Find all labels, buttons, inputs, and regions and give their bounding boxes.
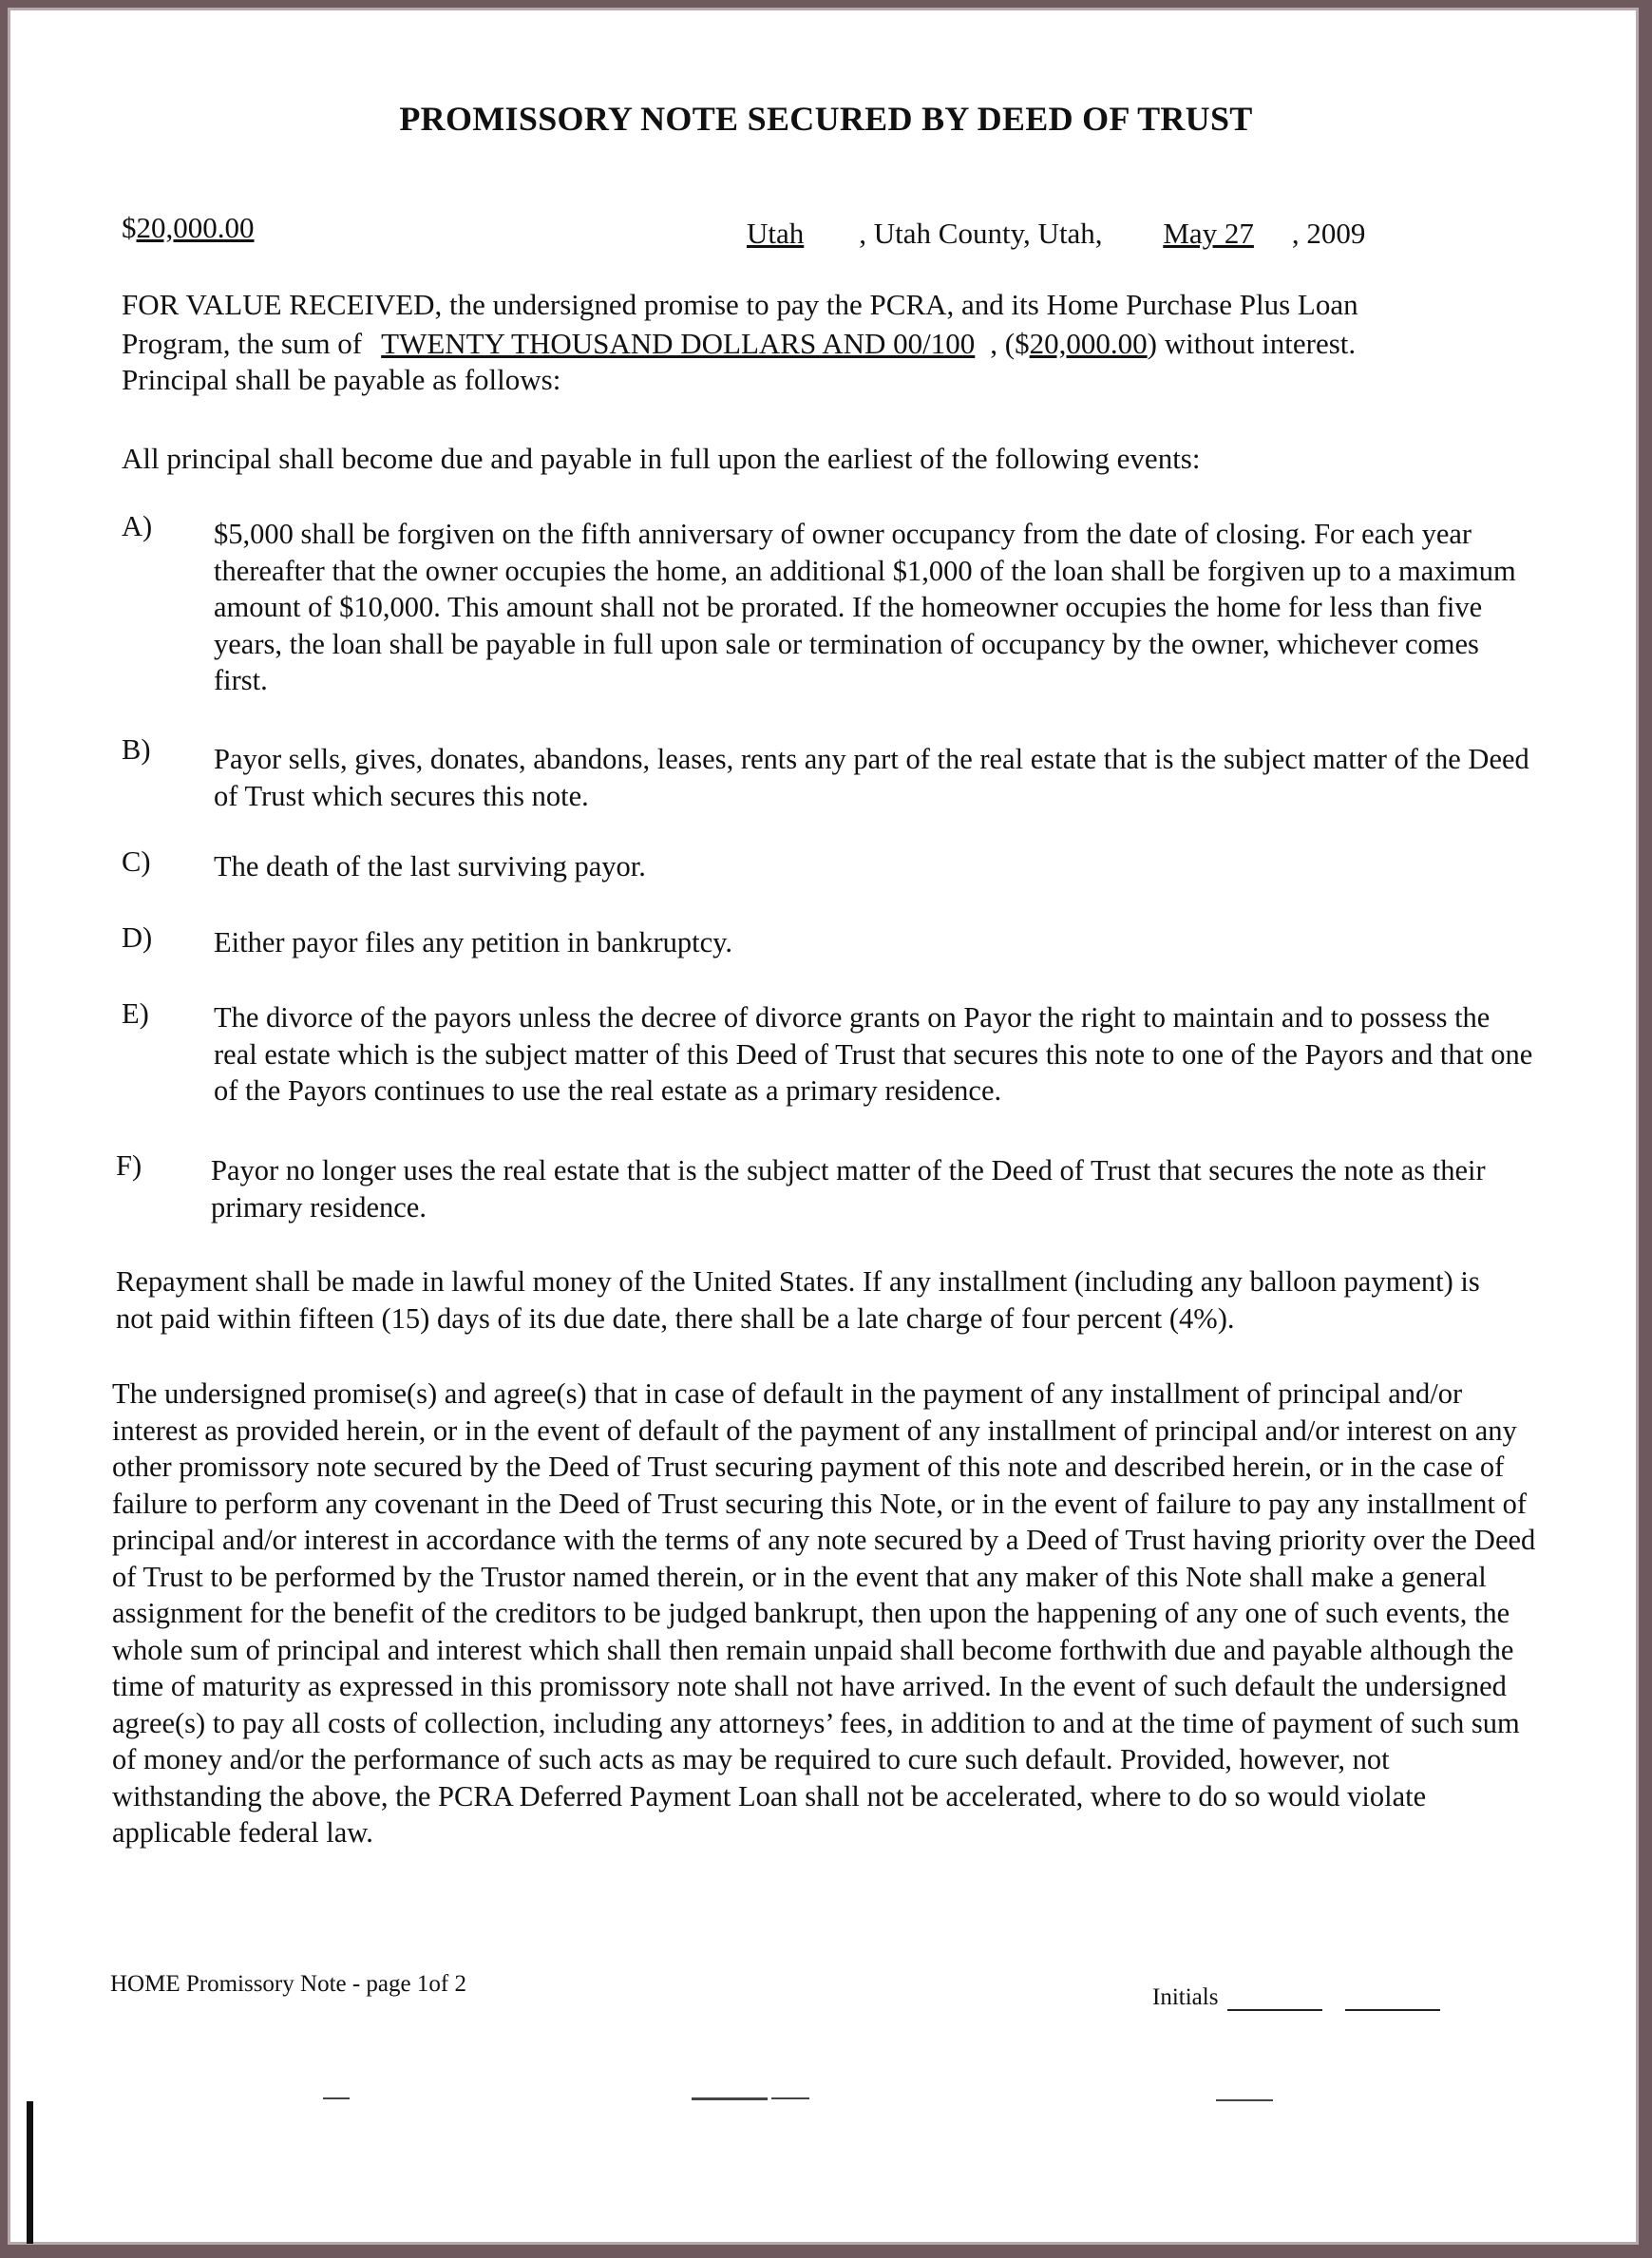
default-clause-paragraph: The undersigned promise(s) and agree(s) that in case of default in the payment of any installment of principal and/or interest as provided herein, or in the event of default of the payment of any installment of principal and/or interest on any other promissory note secured by the Deed of Trust securing payment of this note and described herein, or in the case of failure to perform any covenant in the Deed of Trust securing this Note, or in the event of failure to pay any installment of principal and/or interest in accordance with the terms of any note secured by a Deed of Trust having priority over the Deed of Trust to be performed by the Trustor named therein, or in the event that any maker of this Note shall make a general assignment for the benefit of the creditors to be judged bankrupt, then upon the happening of any one of such events, the whole sum of principal and interest which shall then remain unpaid shall become forthwith due and payable although the time of maturity as expressed in this promissory note shall not have arrived. In the event of such default the undersigned agree(s) to pay all costs of collection, including any attorneys’ fees, in addition to and at the time of payment of such sum of money and/or the performance of such acts as may be required to cure such default. Provided, however, not withstanding the above, the PCRA Deferred Payment Loan shall not be accelerated, where to do so would violate applicable federal law.: [112, 1377, 1536, 1849]
initials-line-2: [1345, 1981, 1440, 2011]
amount-field: [122, 211, 281, 245]
year-text: , 2009: [1291, 217, 1366, 250]
intro-line-1: FOR VALUE RECEIVED, the undersigned promise to pay the PCRA, and its Home Purchase Plus Loan: [122, 288, 1358, 321]
item-text-b: Payor sells, gives, donates, abandons, leases, rents any part of the real estate that is the subject matter of the Deed of Trust which secures this note.: [214, 743, 1529, 812]
item-text-f: Payor no longer uses the real estate that is the subject matter of the Deed of Trust that secures the note as their primary residence.: [211, 1154, 1486, 1224]
item-label-c: C): [122, 845, 151, 878]
item-label-a: A): [122, 510, 153, 542]
intro-line-2: Program, the sum of TWENTY THOUSAND DOLLARS AND 00/100 , ($20,000.00) without interest.: [122, 327, 1357, 360]
item-label-f: F): [116, 1149, 142, 1182]
scan-mark: [323, 2097, 350, 2099]
events-intro: All principal shall become due and payable in full upon the earliest of the following events:: [122, 442, 1201, 475]
item-text-c: The death of the last surviving payor.: [214, 850, 646, 882]
sum-in-words: TWENTY THOUSAND DOLLARS AND 00/100: [381, 327, 976, 360]
initials-line-1: [1227, 1981, 1322, 2011]
item-label-d: D): [122, 921, 153, 954]
county-state-text: , Utah County, Utah,: [859, 217, 1103, 250]
dollar-sign: $: [122, 211, 137, 244]
scan-edge: [27, 2101, 33, 2244]
initials-area: [1152, 1981, 1440, 2011]
item-label-b: B): [122, 733, 151, 766]
date-value: May 27: [1163, 217, 1254, 250]
scan-mark: [1216, 2099, 1273, 2101]
city-value: Utah: [747, 217, 805, 250]
sum-in-figures: 20,000.00: [1029, 327, 1148, 360]
location-date-line: [692, 217, 1365, 251]
page-label: HOME Promissory Note - page 1of 2: [110, 1971, 466, 1997]
document-title: PROMISSORY NOTE SECURED BY DEED OF TRUST: [399, 100, 1253, 138]
intro-line-3: Principal shall be payable as follows:: [122, 363, 561, 396]
amount-value: 20,000.00: [136, 211, 255, 244]
item-label-e: E): [122, 997, 149, 1030]
item-text-a: $5,000 shall be forgiven on the fifth anniversary of owner occupancy from the date of closing. For each year thereafter that the owner occupies the home, an additional $1,000 of the loan shall be forgiven up to a maximum amount of $10,000. This amount shall not be prorated. If the homeowner occupies the home for less than five years, the loan shall be payable in full upon sale or termination of occupancy by the owner, whichever comes first.: [214, 518, 1516, 696]
item-text-e: The divorce of the payors unless the decree of divorce grants on Payor the right to maintain and to possess the real estate which is the subject matter of this Deed of Trust that secures this note to one of the Payors and that one of the Payors continues to use the real estate as a primary residence.: [214, 1001, 1533, 1107]
item-text-d: Either payor files any petition in bankruptcy.: [214, 926, 733, 958]
scan-mark: [771, 2097, 809, 2099]
scan-mark: [692, 2097, 768, 2100]
initials-label: Initials: [1152, 1984, 1219, 2010]
repayment-paragraph: Repayment shall be made in lawful money of the United States. If any installment (including any balloon payment) is not paid within fifteen (15) days of its due date, there shall be a late charge of four percent (4%).: [116, 1265, 1480, 1335]
